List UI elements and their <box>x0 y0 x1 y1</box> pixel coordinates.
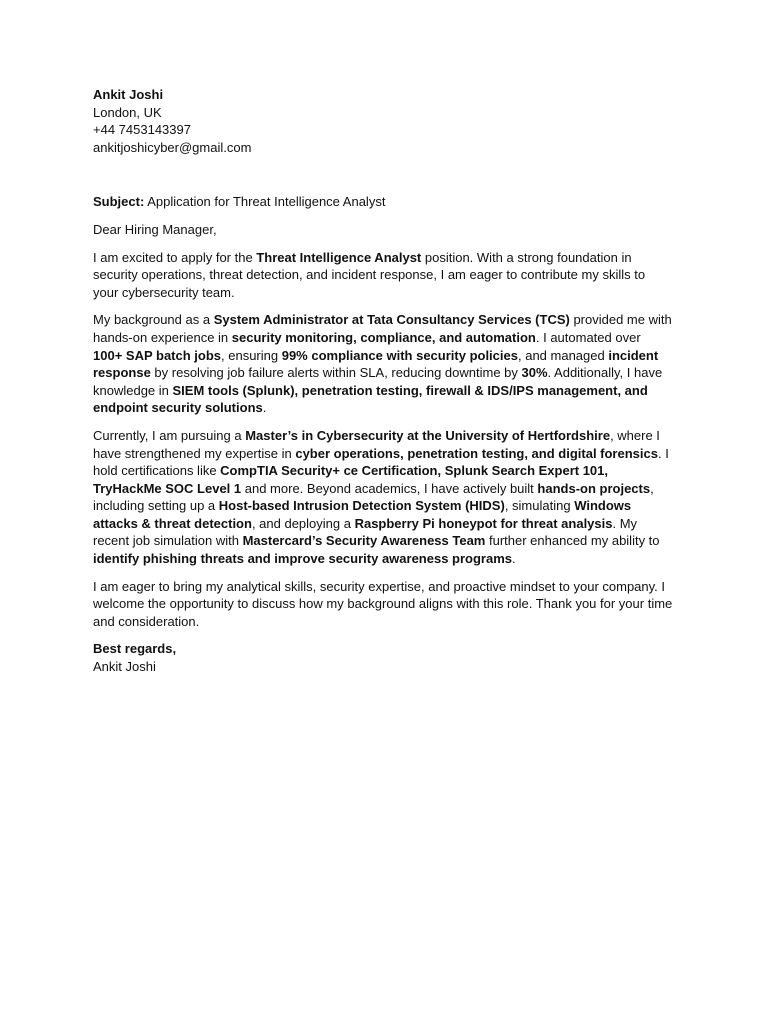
bold-run: Mastercard’s Security Awareness Team <box>242 533 486 549</box>
text-run: , and deploying a <box>251 515 355 531</box>
signature-block <box>93 640 673 675</box>
text-run: My background as a <box>93 312 214 328</box>
bold-run: Raspberry Pi honeypot for threat analysis <box>354 515 613 531</box>
sender-name: Ankit Joshi <box>93 87 164 102</box>
text-run: position. With a strong foundation in security operations, threat detection, and incident response, I am eager to contribute my skills to your cybersecurity team. <box>93 249 646 300</box>
text-run: , and managed <box>517 347 609 363</box>
subject-line <box>93 193 673 211</box>
bold-run: security monitoring, compliance, and automation <box>231 329 536 345</box>
bold-run: 100+ SAP batch jobs <box>93 347 222 363</box>
subject-label: Subject: <box>93 194 145 210</box>
paragraph-closing: I am eager to bring my analytical skills, security expertise, and proactive mindset to your company. I welcome the opportunity to discuss how my background aligns with this role. Thank you for your time and consideration. <box>93 578 673 629</box>
bold-run: Threat Intelligence Analyst <box>256 249 422 265</box>
text-run: . <box>262 400 267 416</box>
bold-run: cyber operations, penetration testing, and digital forensics <box>295 445 658 461</box>
paragraph-intro <box>93 249 673 302</box>
sender-location: London, UK <box>93 104 162 120</box>
text-run: by resolving job failure alerts within SLA, reducing downtime by <box>150 365 522 381</box>
paragraph-education <box>93 427 673 568</box>
text-run: , simulating <box>504 498 575 514</box>
text-run: Currently, I am pursuing a <box>93 427 246 443</box>
bold-run: hands-on projects <box>537 480 651 496</box>
signoff: Best regards, <box>93 641 177 657</box>
bold-run: SIEM tools (Splunk), penetration testing, firewall & IDS/IPS management, and endpoint security solutions <box>93 382 648 416</box>
bold-run: 30% <box>521 365 548 381</box>
bold-run: identify phishing threats and improve security awareness programs <box>93 551 513 567</box>
text-run: I am excited to apply for the <box>93 249 257 265</box>
sender-phone: +44 7453143397 <box>93 122 191 138</box>
text-run: . I hold certifications like <box>93 445 669 479</box>
text-run: . I automated over <box>535 329 641 345</box>
text-run: provided me with hands-on experience in <box>93 312 672 345</box>
bold-run: Master’s in Cybersecurity at the University of Hertfordshire <box>245 427 611 443</box>
bold-run: 99% compliance with security policies <box>281 347 518 363</box>
text-run: , ensuring <box>221 347 282 363</box>
bold-run: Host-based Intrusion Detection System (HIDS) <box>218 498 505 514</box>
bold-run: CompTIA Security+ ce Certification, Splunk Search Expert 101, TryHackMe SOC Level 1 <box>93 463 609 496</box>
text-run: , including setting up a <box>93 480 654 514</box>
bold-run: incident response <box>93 347 659 381</box>
sender-block <box>93 86 673 156</box>
text-run: , where I have strengthened my expertise in <box>93 427 660 461</box>
text-run: . <box>512 551 516 567</box>
paragraph-background <box>93 311 673 417</box>
signature-name: Ankit Joshi <box>93 659 156 675</box>
text-run: further enhanced my ability to <box>485 533 660 549</box>
bold-run: System Administrator at Tata Consultancy Services (TCS) <box>213 312 570 328</box>
bold-run: Windows attacks & threat detection <box>93 498 632 531</box>
text-run: . My recent job simulation with <box>93 515 638 549</box>
sender-email: ankitjoshicyber@gmail.com <box>93 139 252 155</box>
subject-text: Application for Threat Intelligence Analyst <box>144 194 386 210</box>
text-run: and more. Beyond academics, I have actively built <box>241 480 538 496</box>
cover-letter-page <box>93 86 673 676</box>
text-run: . Additionally, I have knowledge in <box>93 365 663 398</box>
greeting: Dear Hiring Manager, <box>93 221 217 237</box>
